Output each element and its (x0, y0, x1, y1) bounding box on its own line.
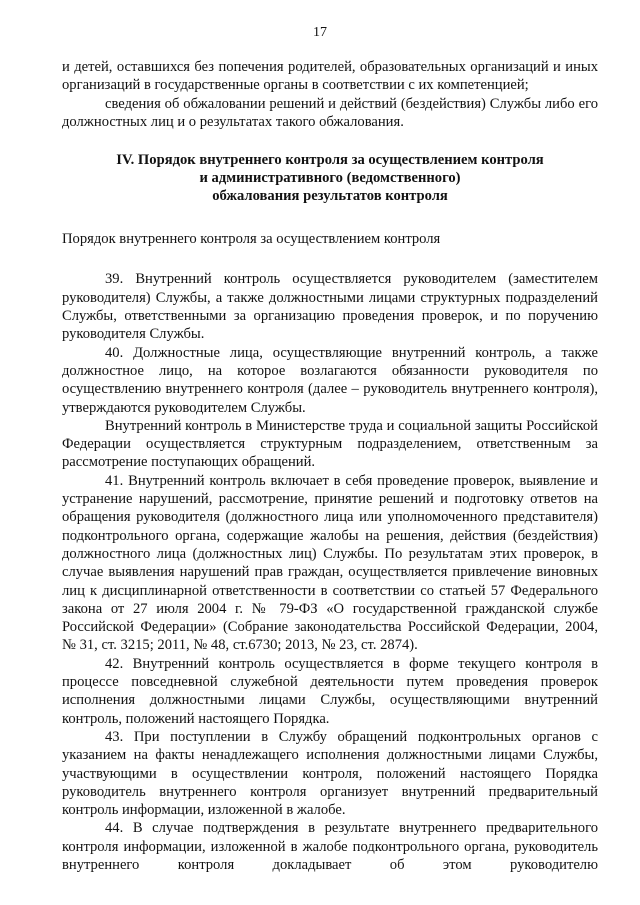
paragraph-40-continued: Внутренний контроль в Министерстве труда и социальной защиты Российской Федерации осуществляется структурным подразделением, ответственным за рассмотрение поступающих обращений. (62, 417, 598, 471)
paragraph-39: 39. Внутренний контроль осуществляется руководителем (заместителем руководителя) Службы, а также должностными лицами структурных подразделений Службы, ответственными за организацию проведения проверок, и по поручению руководителя Службы. (62, 271, 598, 343)
section-heading (62, 151, 598, 205)
intro-paragraph-2: сведения об обжаловании решений и действий (бездействия) Службы либо его должностных лиц и о результатах такого обжалования. (62, 95, 598, 130)
intro-paragraph-1: и детей, оставшихся без попечения родителей, образовательных организаций и иных организаций в государственные органы в соответствии с их компетенцией; (62, 59, 598, 94)
section-heading-line-3: обжалования результатов контроля (212, 188, 448, 205)
paragraph-43: 43. При поступлении в Службу обращений подконтрольных органов с указанием на факты ненадлежащего исполнения должностными лицами Службы, участвующими в осуществлении контроля, положений настоящего Порядка руководитель внутреннего контроля организует внутренний предварительный контроль информации, изложенной в жалобе. (62, 728, 598, 819)
paragraph-40: 40. Должностные лица, осуществляющие внутренний контроль, а также должностное лицо, на которое возлагаются обязанности руководителя по осуществлению внутреннего контроля (далее – руководитель внутреннего контроля), утверждаются руководителем Службы. (62, 344, 598, 416)
page-number: 17 (313, 25, 327, 40)
section-heading-line-2: и административного (ведомственного) (199, 170, 461, 187)
paragraph-42: 42. Внутренний контроль осуществляется в форме текущего контроля в процессе повседневной служебной деятельности путем проведения проверок исполнения должностными лицами Службы, осуществляющими внутренний контроль, положений настоящего Порядка. (62, 655, 598, 727)
subsection-heading: Порядок внутреннего контроля за осуществлением контроля (62, 231, 441, 248)
paragraph-41: 41. Внутренний контроль включает в себя проведение проверок, выявление и устранение нарушений, рассмотрение, принятие решений и подготовку ответов на обращения руководителя (должностного лица или уполномоченного представителя) подконтрольного органа, содержащие жалобы на решения, действия (бездействия) должностного лица (должностных лиц) Службы. По результатам этих проверок, в случае выявления нарушений прав граждан, осуществляется привлечение виновных лиц к дисциплинарной ответственности в соответствии со статьей 57 Федерального закона от 27 июля 2004 г. № 79-ФЗ «О государственной гражданской службе Российской Федерации» (Собрание законодательства Российской Федерации, 2004, № 31, ст. 3215; 2011, № 48, ст.6730; 2013, № 23, ст. 2874). (62, 472, 598, 654)
section-heading-line-1: IV. Порядок внутреннего контроля за осуществлением контроля (116, 152, 544, 169)
document-body (62, 58, 598, 874)
paragraph-44: 44. В случае подтверждения в результате внутреннего предварительного контроля информации, изложенной в жалобе подконтрольного органа, руководитель внутреннего контроля докладывает об этом руководителю (62, 820, 598, 873)
